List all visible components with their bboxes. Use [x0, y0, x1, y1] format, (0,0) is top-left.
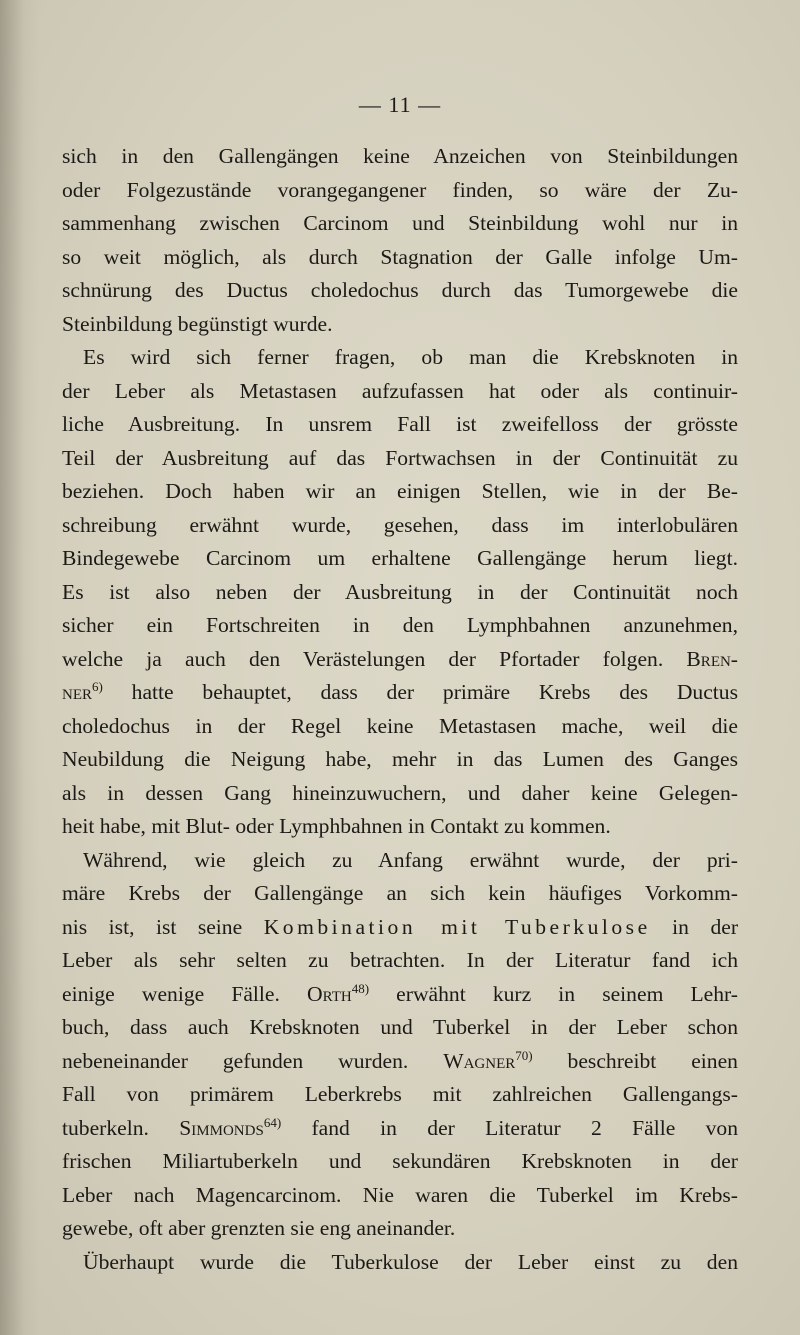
page-number: — 11 — [358, 92, 442, 117]
text-line: Fall von primärem Leberkrebs mit zahlreichen Gallengangs- [62, 1082, 738, 1106]
citation-reference: 64) [263, 1114, 282, 1130]
text-segment: tuberkeln. [62, 1115, 149, 1140]
text-segment: nebeneinander gefunden wurden. [62, 1048, 409, 1073]
text-segment: welche ja auch den Verästelungen der Pfortader folgen. [62, 646, 664, 671]
citation-reference: 6) [92, 679, 103, 694]
text-line [62, 1045, 738, 1079]
text-line: heit habe, mit Blut- oder Lymphbahnen in Contakt zu kommen. [62, 814, 611, 838]
text-line: schnürung des Ductus choledochus durch das Tumorgewebe die [62, 278, 738, 302]
text-line [62, 1112, 738, 1146]
text-line: Es ist also neben der Ausbreitung in der Continuität noch [62, 579, 738, 604]
text-line: buch, dass auch Krebsknoten und Tuberkel in der Leber schon [62, 1015, 738, 1039]
text-line: choledochus in der Regel keine Metastasen mache, weil die [62, 713, 738, 738]
text-line [62, 978, 738, 1012]
text-line: Überhaupt wurde die Tuberkulose der Leber einst zu den [83, 1249, 738, 1274]
text-line: sammenhang zwischen Carcinom und Steinbildung wohl nur in [62, 211, 738, 235]
text-line: Während, wie gleich zu Anfang erwähnt wurde, der pri- [83, 847, 738, 872]
text-line: märe Krebs der Gallengänge an sich kein häufiges Vorkomm- [62, 881, 738, 905]
text-line: liche Ausbreitung. In unsrem Fall ist zweifelloss der grösste [62, 412, 738, 436]
text-line: beziehen. Doch haben wir an einigen Stellen, wie in der Be- [62, 479, 738, 503]
text-segment: erwähnt kurz in seinem Lehr- [396, 981, 738, 1006]
text-segment: in der [672, 914, 739, 939]
citation-reference: 70) [515, 1047, 533, 1063]
text-line: gewebe, oft aber grenzten sie eng aneinander. [62, 1216, 456, 1240]
author-name: Orth [307, 981, 352, 1006]
text-line: Bindegewebe Carcinom um erhaltene Gallengänge herum liegt. [62, 546, 738, 570]
text-line: Teil der Ausbreitung auf das Fortwachsen in der Continuität zu [62, 445, 738, 470]
author-name: Wagner [443, 1048, 516, 1073]
author-name: Bren- [686, 646, 738, 671]
text-line: als in dessen Gang hineinzuwuchern, und daher keine Gelegen- [62, 780, 738, 805]
text-line: Leber nach Magencarcinom. Nie waren die Tuberkel im Krebs- [62, 1182, 738, 1207]
text-line [62, 643, 738, 677]
text-line: frischen Miliartuberkeln und sekundären Krebsknoten in der [62, 1149, 738, 1173]
text-line: Steinbildung begünstigt wurde. [62, 311, 333, 336]
text-segment: fand in der Literatur 2 Fälle von [311, 1115, 739, 1140]
text-line: Neubildung die Neigung habe, mehr in das Lumen des Ganges [62, 747, 738, 771]
text-line [62, 911, 738, 945]
body-text [62, 140, 738, 1279]
text-segment: hatte behauptet, dass der primäre Krebs des Ductus [131, 680, 738, 704]
text-segment: beschreibt einen [567, 1048, 738, 1073]
text-line: sich in den Gallengängen keine Anzeichen von Steinbildungen [62, 144, 738, 168]
text-segment: einige wenige Fälle. [62, 981, 280, 1006]
text-line: Es wird sich ferner fragen, ob man die Krebsknoten in [83, 345, 738, 369]
text-line: oder Folgezustände vorangegangener finden, so wäre der Zu- [62, 177, 738, 202]
emphasized-phrase: Kombination mit Tuberkulose [263, 914, 651, 939]
text-line: Leber als sehr selten zu betrachten. In der Literatur fand ich [62, 948, 738, 972]
author-name: ner [62, 680, 92, 704]
text-line: schreibung erwähnt wurde, gesehen, dass im interlobulären [62, 512, 738, 537]
text-line: der Leber als Metastasen aufzufassen hat oder als continuir- [62, 378, 738, 403]
text-line: so weit möglich, als durch Stagnation der Galle infolge Um- [62, 244, 738, 269]
text-line [62, 676, 738, 710]
author-name: Simmonds [179, 1115, 264, 1140]
text-segment: nis ist, ist seine [62, 914, 243, 939]
text-line: sicher ein Fortschreiten in den Lymphbahnen anzunehmen, [62, 613, 738, 637]
citation-reference: 48) [351, 980, 370, 996]
